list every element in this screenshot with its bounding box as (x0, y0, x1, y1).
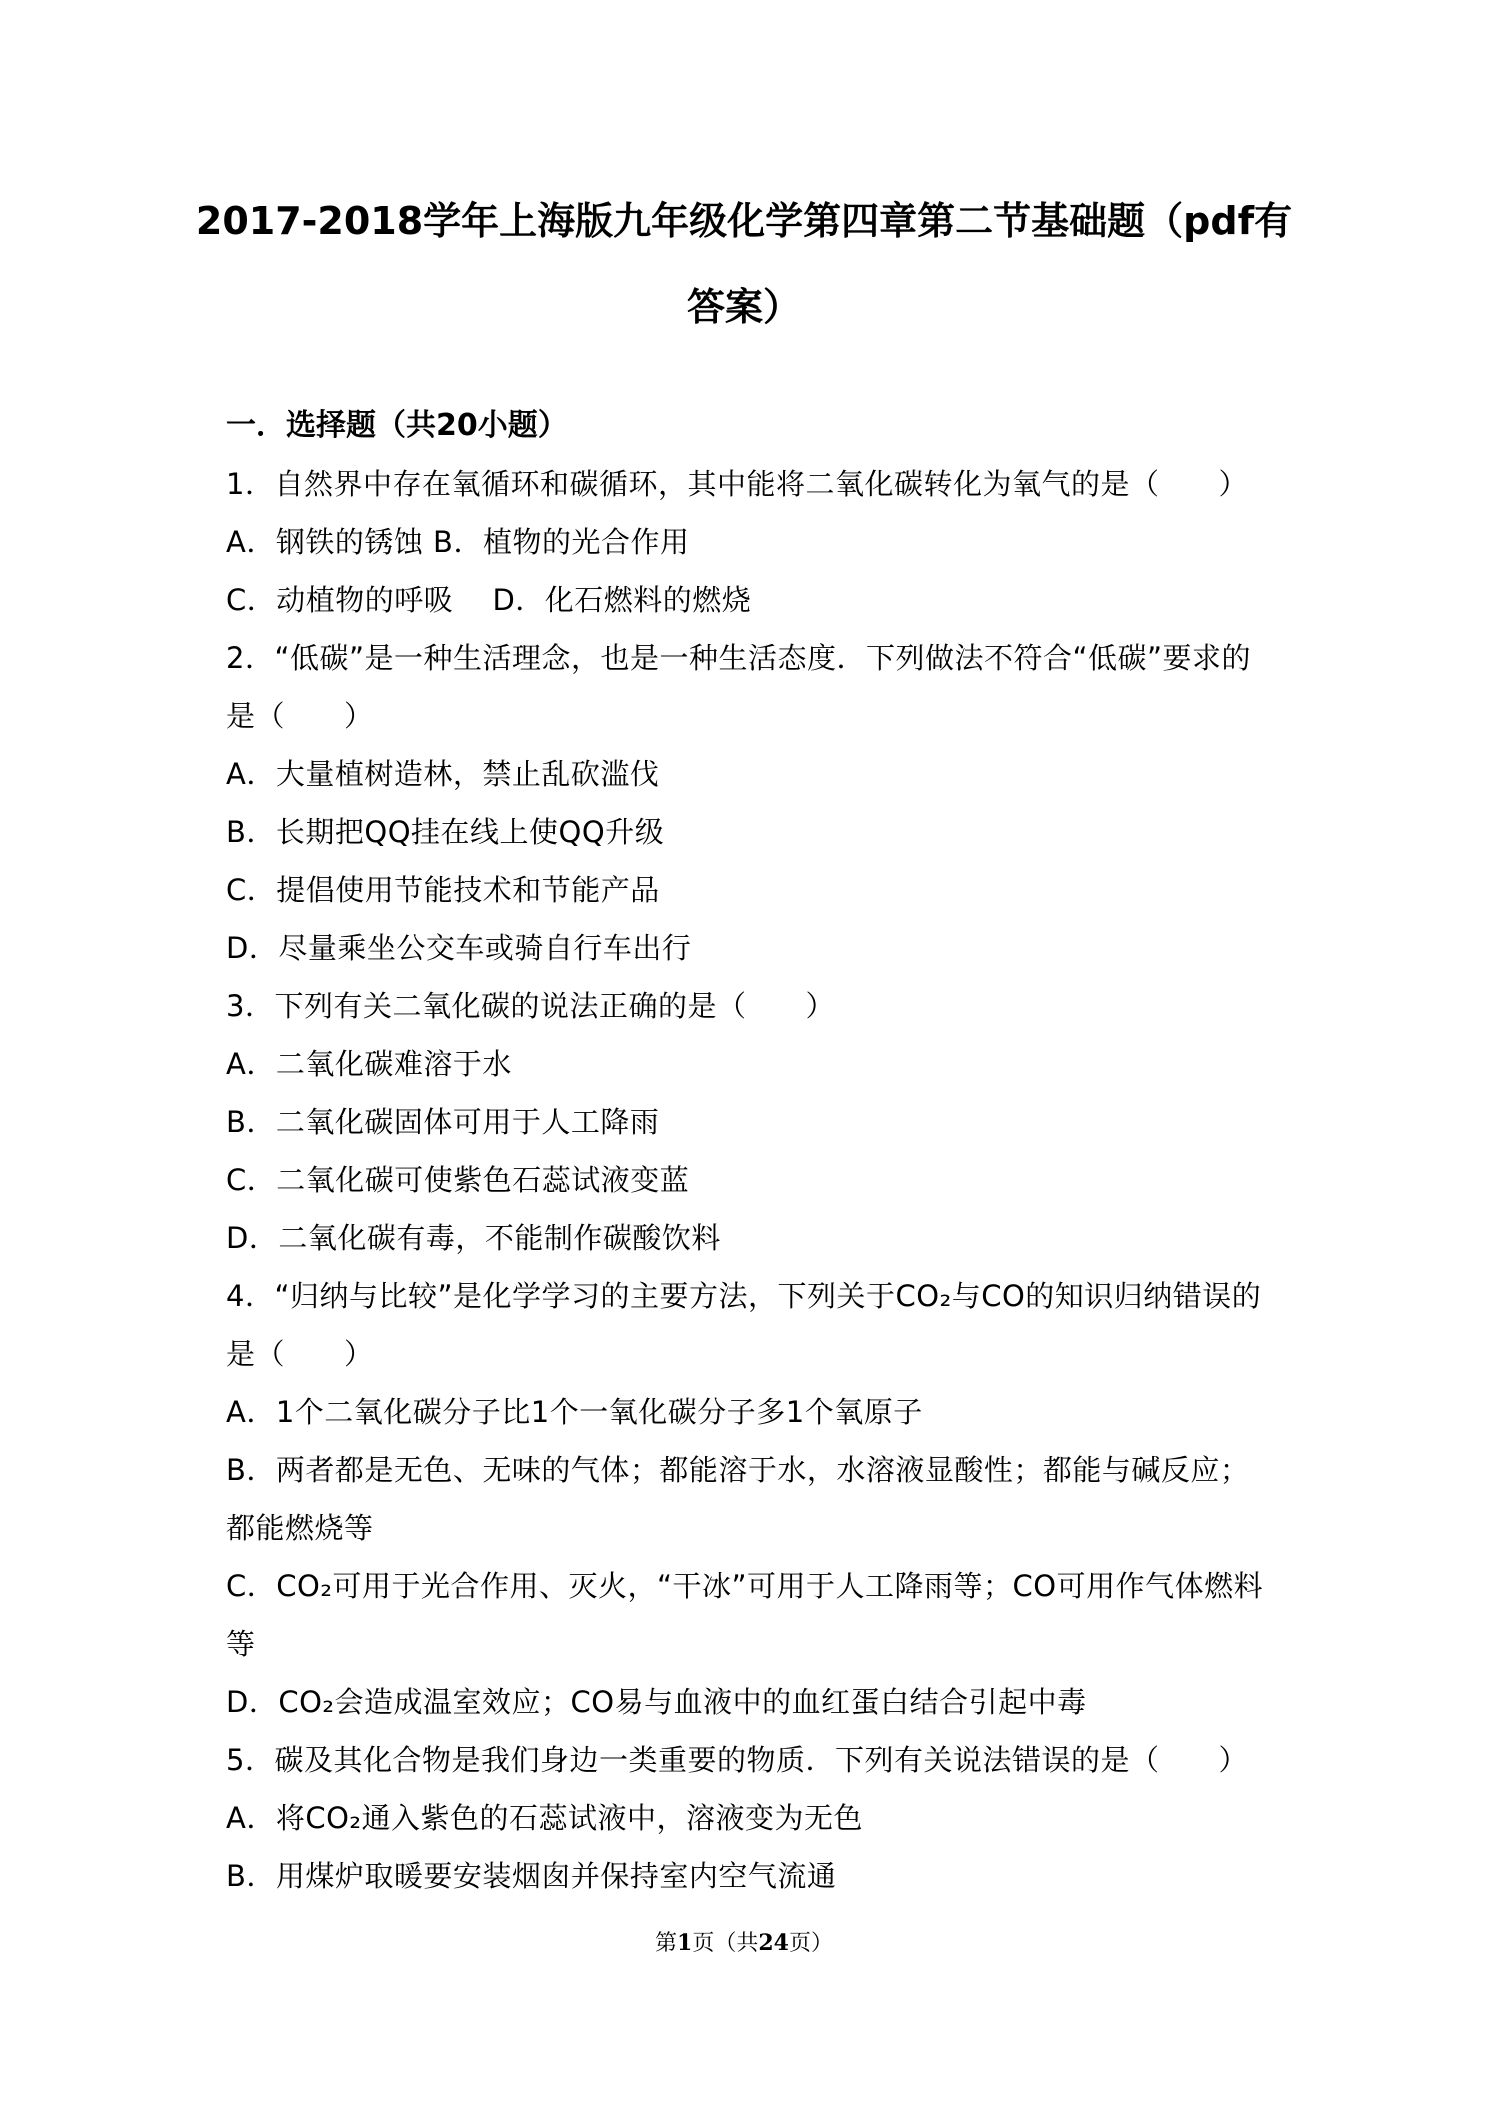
footer-suffix: 页） (788, 1931, 833, 1956)
footer-middle: 页（共 (692, 1931, 759, 1956)
footer-prefix: 第 (655, 1931, 678, 1956)
text-line: 是（ ） (226, 699, 374, 733)
title-line-1: 2017-2018学年上海版九年级化学第四章第二节基础题（pdf有 (195, 199, 1293, 243)
text-line: A．二氧化碳难溶于水 (226, 1047, 512, 1081)
text-line: D．CO₂会造成温室效应；CO易与血液中的血红蛋白结合引起中毒 (226, 1685, 1087, 1719)
text-line: D．尽量乘坐公交车或骑自行车出行 (226, 931, 692, 965)
text-line: 3．下列有关二氧化碳的说法正确的是（ ） (226, 989, 835, 1023)
text-line: B．二氧化碳固体可用于人工降雨 (226, 1105, 660, 1139)
text-line: C．动植物的呼吸 D．化石燃料的燃烧 (226, 583, 752, 617)
text-line: 等 (226, 1627, 256, 1661)
text-line: 2．“低碳”是一种生活理念，也是一种生活态度．下列做法不符合“低碳”要求的 (226, 641, 1252, 675)
text-line: 4．“归纳与比较”是化学学习的主要方法，下列关于CO₂与CO的知识归纳错误的 (226, 1279, 1262, 1313)
text-line: D．二氧化碳有毒，不能制作碳酸饮料 (226, 1221, 721, 1255)
section-heading: 一．选择题（共20小题） (226, 408, 568, 443)
text-line: 是（ ） (226, 1337, 374, 1371)
text-line: B．长期把QQ挂在线上使QQ升级 (226, 815, 665, 849)
footer-total-pages: 24 (758, 1930, 789, 1956)
text-line: A．钢铁的锈蚀 B．植物的光合作用 (226, 525, 690, 559)
text-line: 都能燃烧等 (226, 1511, 374, 1545)
text-line: A．将CO₂通入紫色的石蕊试液中，溶液变为无色 (226, 1801, 864, 1835)
footer-page-number: 1 (677, 1930, 693, 1956)
text-line: 5．碳及其化合物是我们身边一类重要的物质．下列有关说法错误的是（ ） (226, 1743, 1248, 1777)
text-line: C．提倡使用节能技术和节能产品 (226, 873, 660, 907)
document-title (180, 178, 1308, 350)
page-footer (0, 1928, 1488, 1959)
text-line: C．二氧化碳可使紫色石蕊试液变蓝 (226, 1163, 690, 1197)
text-line: 1．自然界中存在氧循环和碳循环，其中能将二氧化碳转化为氧气的是（ ） (226, 467, 1248, 501)
text-line: A．大量植树造林，禁止乱砍滥伐 (226, 757, 660, 791)
text-line: B．用煤炉取暖要安装烟囱并保持室内空气流通 (226, 1859, 837, 1893)
text-line: B．两者都是无色、无味的气体；都能溶于水，水溶液显酸性；都能与碱反应； (226, 1453, 1250, 1487)
text-line: C．CO₂可用于光合作用、灭火，“干冰”可用于人工降雨等；CO可用作气体燃料 (226, 1569, 1264, 1603)
title-line-2: 答案） (686, 285, 801, 329)
text-line: A．1个二氧化碳分子比1个一氧化碳分子多1个氧原子 (226, 1395, 923, 1429)
